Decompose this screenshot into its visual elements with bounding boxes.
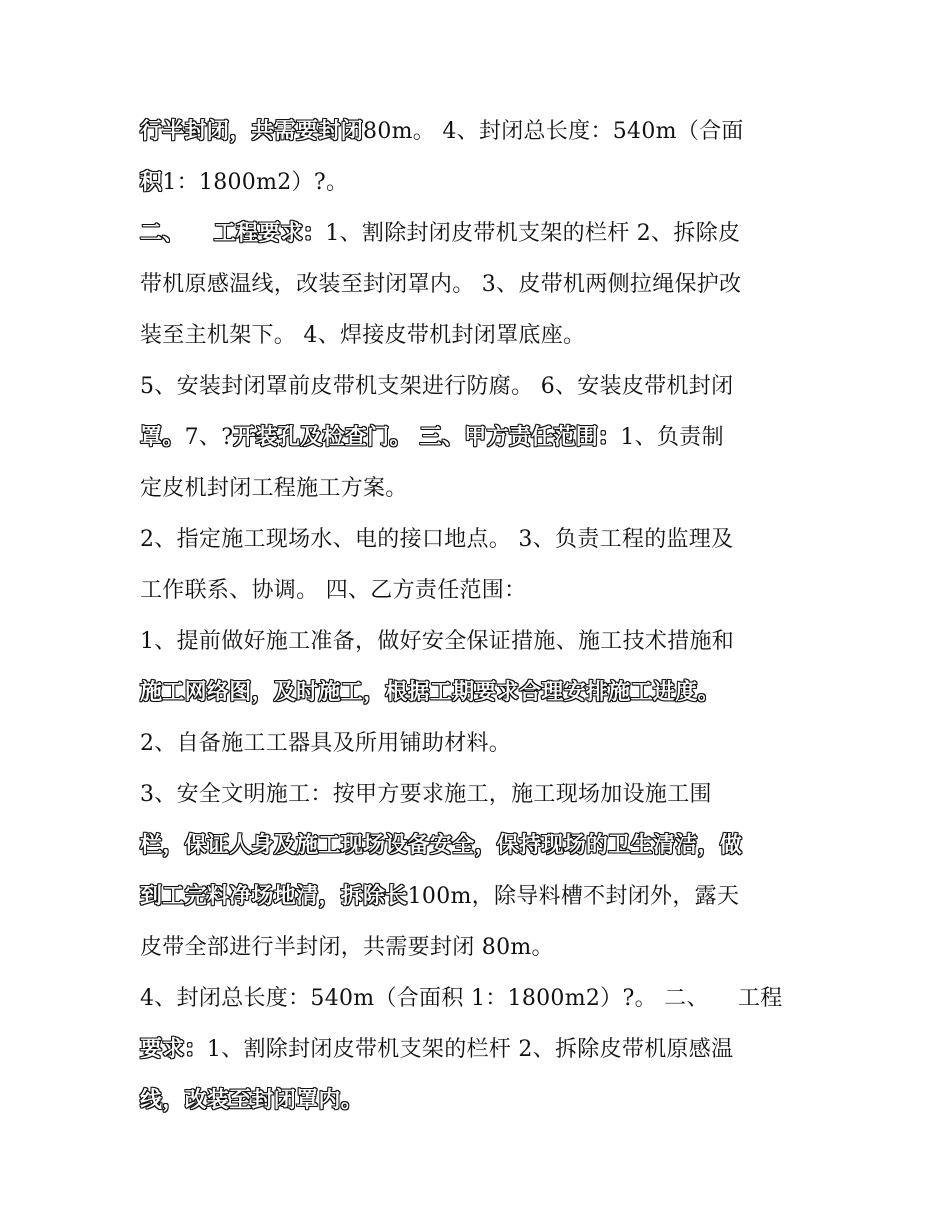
section-heading-number: 二、 — [140, 221, 185, 246]
text-segment: 1、割除封闭皮带机支架的栏杆 2、拆除皮带机原感温 — [206, 1037, 734, 1062]
text-line-12 — [140, 667, 820, 718]
text-line-6 — [140, 361, 820, 412]
text-line-18 — [140, 973, 820, 1024]
text-segment: 皮带全部进行半封闭，共需要封闭 80m。 — [140, 935, 554, 960]
text-line-2 — [140, 157, 820, 208]
text-segment: 2、指定施工现场水、电的接口地点。 3、负责工程的监理及 — [140, 527, 734, 552]
text-segment: 线，改装至封闭罩内。 — [140, 1088, 364, 1113]
text-segment: 栏，保证人身及施工现场设备安全，保持现场的卫生清洁，做 — [140, 833, 743, 858]
text-segment: 到工完料净场地清，拆除长 — [140, 884, 408, 909]
text-line-7 — [140, 412, 820, 463]
text-segment: 工作联系、协调。 四、乙方责任范围： — [140, 578, 527, 603]
text-segment: 1：1800m2）?。 — [162, 170, 349, 195]
text-line-1 — [140, 106, 820, 157]
text-segment: 7、? — [184, 425, 234, 450]
text-line-14 — [140, 769, 820, 820]
text-segment: 80m。 4、封闭总长度：540m（合面 — [363, 119, 744, 144]
text-line-19 — [140, 1024, 820, 1075]
text-segment: 装至主机架下。 4、焊接皮带机封闭罩底座。 — [140, 323, 586, 348]
section-heading: 要求： — [140, 1037, 207, 1062]
text-line-16 — [140, 871, 820, 922]
text-segment — [185, 221, 214, 246]
text-segment: 5、安装封闭罩前皮带机支架进行防腐。 6、安装皮带机封闭 — [140, 374, 734, 399]
section-heading: 开装孔及检查门。 三、甲方责任范围： — [233, 425, 621, 450]
text-segment: 行半封闭，共需要封闭 — [140, 119, 364, 144]
text-line-11 — [140, 616, 820, 667]
text-segment: 带机原感温线，改装至封闭罩内。 3、皮带机两侧拉绳保护改 — [140, 272, 742, 297]
section-heading: 工程要求： — [213, 221, 326, 246]
text-segment: 1、割除封闭皮带机支架的栏杆 2、拆除皮 — [325, 221, 741, 246]
text-line-17 — [140, 922, 820, 973]
text-line-13 — [140, 718, 820, 769]
text-line-9 — [140, 514, 820, 565]
text-line-15 — [140, 820, 820, 871]
text-segment: 1、负责制 — [620, 425, 724, 450]
text-segment: 3、安全文明施工：按甲方要求施工，施工现场加设施工围 — [140, 782, 712, 807]
document-body — [140, 106, 820, 1126]
text-segment: 2、自备施工工器具及所用铺助材料。 — [140, 731, 512, 756]
text-segment: 100m，除导料槽不封闭外，露天 — [407, 884, 740, 909]
text-line-5 — [140, 310, 820, 361]
text-line-3 — [140, 208, 820, 259]
text-line-4 — [140, 259, 820, 310]
text-segment: 定皮机封闭工程施工方案。 — [140, 476, 408, 501]
text-line-20 — [140, 1075, 820, 1126]
text-line-8 — [140, 463, 820, 514]
text-segment: 积 — [140, 170, 163, 195]
text-segment: 4、封闭总长度：540m（合面积 1：1800m2）?。 二、 工程 — [140, 986, 783, 1011]
text-segment: 罩。 — [140, 425, 185, 450]
text-segment: 施工网络图，及时施工，根据工期要求合理安排施工进度。 — [140, 680, 720, 705]
text-segment: 1、提前做好施工准备，做好安全保证措施、施工技术措施和 — [140, 629, 735, 654]
text-line-10 — [140, 565, 820, 616]
